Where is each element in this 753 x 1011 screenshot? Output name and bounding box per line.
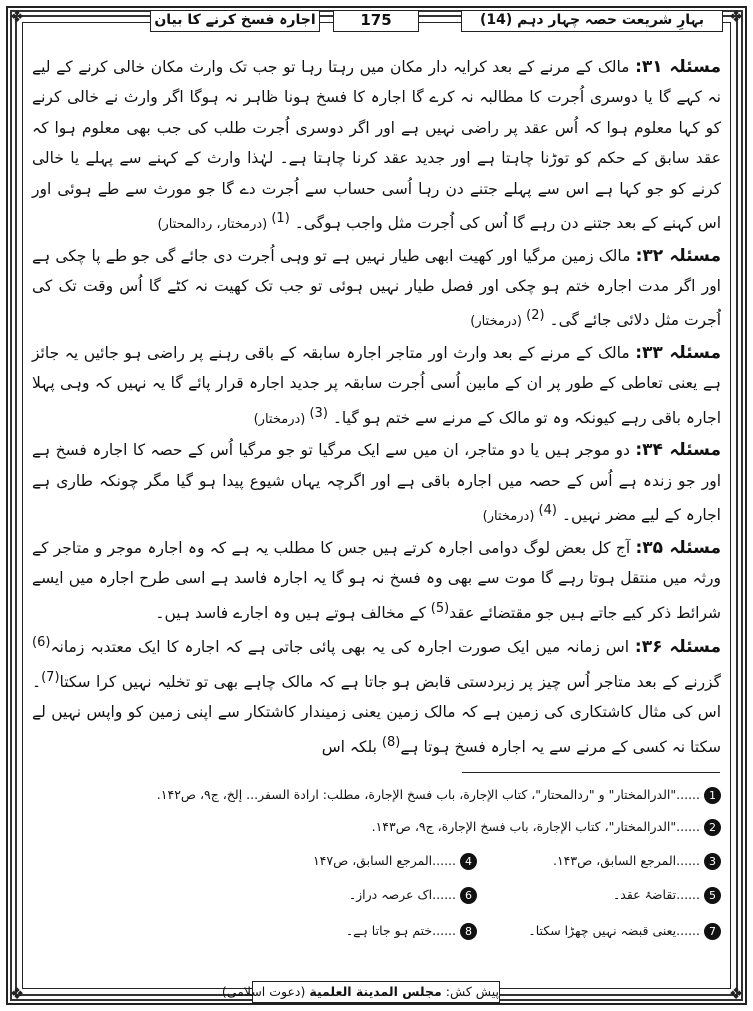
footnote-text: ......المرجع السابق، ص۱۴۳. xyxy=(552,853,700,868)
footnote-ref: (3) xyxy=(309,405,328,421)
book-title: بہارِ شریعت حصہ چہار دہم (14) xyxy=(461,10,723,32)
presented-by-label: پیش کش: xyxy=(445,984,499,999)
publisher-org: (دعوت اسلامی) xyxy=(221,984,306,999)
footnote-divider xyxy=(462,772,720,773)
footnote-number: 4 xyxy=(460,853,477,870)
masala-text-cont: گزرنے کے بعد متاجر اُس چیز پر زبردستی قابض ہو جاتا ہے کہ مالک چاہے بھی تو تخلیہ نہیں کرا سکتا xyxy=(59,672,721,691)
masala-31 xyxy=(32,52,721,241)
footnote-number: 6 xyxy=(460,887,477,904)
source-ref: (درمختار) xyxy=(253,411,310,427)
footnote-3 xyxy=(553,852,721,870)
footnote-5 xyxy=(613,886,721,904)
masala-36 xyxy=(32,628,721,762)
footnote-ref: (8) xyxy=(381,734,401,750)
masala-text: مالک کے مرنے کے بعد کرایہ دار مکان میں رہتا رہا تو جب تک وارث مکان خالی کرنے کے لیے نہ کہے گا یا دوسری اُجرت کا مطالبہ نہ کرے گا اجارہ کا فسخ ہونا ظاہر نہ ہوگا اگر وارث نے خالی کرنے کو کہا معلوم ہوا کہ اُس عقد پر راضی نہیں ہے اور اگر دوسری اُجرت طلب کی جب بھی معلوم ہوا کہ عقد سابق کے حکم کو توڑنا چاہتا ہے اور جدید عقد کرنا چاہتا ہے۔ لہٰذا وارث کے کہنے سے پہلے یا خالی کرنے کو جو کہا ہے اس سے پہلے جتنے دن رہا اُسی حساب سے اُجرت دے گا جو مورث سے طے ہوئی اور اس کہنے کے بعد جتنے دن رہے گا اُس کی اُجرت مثل واجب ہوگی۔ xyxy=(32,58,721,233)
masala-text: آج کل بعض لوگ دوامی اجارہ کرتے ہیں جس کا مطلب یہ ہے کہ وہ اجارہ موجر و متاجر کے ورثہ میں منتقل ہوتا رہے گا موت سے بھی وہ فسخ نہ ہو گا یہ اجارہ فاسد ہے اسی طرح اجارہ میں ایسے شرائط ذکر کیے جاتے ہیں جو مقتضائے عقد xyxy=(32,538,721,622)
page-header xyxy=(30,6,723,36)
masala-32 xyxy=(32,241,721,338)
publisher-name: مجلس المدینة العلمیة xyxy=(309,984,442,999)
footnote-number: 5 xyxy=(704,887,721,904)
footnote-text: ......ختم ہو جاتا ہے۔ xyxy=(345,923,456,938)
corner-ornament-icon: ❖ xyxy=(728,984,744,1003)
corner-ornament-icon: ❖ xyxy=(9,7,25,26)
footnote-ref: (4) xyxy=(538,503,557,519)
footnote-ref: (2) xyxy=(526,308,545,324)
footnote-text: ......تقاضۂ عقد۔ xyxy=(612,887,700,902)
footnote-7 xyxy=(528,922,721,940)
footnote-6 xyxy=(349,886,477,904)
footnote-number: 3 xyxy=(704,853,721,870)
masala-text: مالک زمین مرگیا اور کھیت ابھی طیار نہیں ہے تو وہی اُجرت دی جائے گی جو طے پا چکی ہے اور اگر مدت اجارہ ختم ہو چکی اور فصل طیار نہیں ہوئی تو جب تک کھیت نہ کٹے گا اُس وقت تک کی اُجرت مثل دلائی جائے گی۔ xyxy=(32,246,721,330)
source-ref: (درمختار) xyxy=(470,314,527,330)
corner-ornament-icon: ❖ xyxy=(9,984,25,1003)
footnote-ref: (7) xyxy=(41,669,60,685)
corner-ornament-icon: ❖ xyxy=(728,7,744,26)
masala-text-cont: کے مخالف ہوتے ہیں وہ اجارے فاسد ہیں۔ xyxy=(155,603,431,622)
masala-text: اس زمانہ میں ایک صورت اجارہ کی یہ بھی پائی جاتی ہے کہ اجارہ کا ایک معتدبہ زمانہ xyxy=(50,638,635,657)
footnote-number: 1 xyxy=(704,787,721,804)
masala-label: مسئلہ ۳۱: xyxy=(635,57,721,77)
footnote-text: ......"الدرالمختار"، کتاب الإجارة، باب فسخ الإجارة، ج۹، ص۱۴۳. xyxy=(371,819,700,834)
masala-label: مسئلہ ۳۵: xyxy=(635,537,721,558)
footnote-ref: (1) xyxy=(271,211,290,227)
source-ref: (درمختار) xyxy=(482,509,539,525)
masala-label: مسئلہ ۳۲: xyxy=(635,245,721,266)
footnote-text: ......"الدرالمختار" و "ردالمحتار"، کتاب الإجارة، باب فسخ الإجارة، مطلب: ارادة السفر... إلخ، ج۹، ص۱۴۲. xyxy=(156,787,700,802)
masala-34 xyxy=(32,435,721,532)
masala-text: دو موجر ہیں یا دو متاجر، ان میں سے ایک مرگیا تو جو مرگیا اُس کے حصہ کا اجارہ فسخ ہے اور جو زندہ ہے اُس کے حصہ میں اجارہ باقی ہے اور اگرچہ یہاں شیوع پیدا ہو گیا مگر چونکہ طاری ہے اجارہ کے لیے مضر نہیں۔ xyxy=(32,441,721,525)
footnote-number: 2 xyxy=(704,819,721,836)
masala-label: مسئلہ ۳۳: xyxy=(635,342,721,363)
masala-33 xyxy=(32,338,721,435)
footnote-ref: (6) xyxy=(32,635,51,651)
masala-text: مالک کے مرنے کے بعد وارث اور متاجر اجارہ سابقہ کے باقی رہنے پر راضی ہو جائیں یہ جائز ہے یعنی تعاطی کے طور پر ان کے مابین اُسی اُجرت سابقہ پر جدید اجارہ قرار پائے گا یہ نہیں کہ وہی پہلا اجارہ باقی رہے کیونکہ وہ تو مالک کے مرنے سے ختم ہو گیا۔ xyxy=(32,343,721,427)
chapter-title: اجارہ فسخ کرنے کا بیان xyxy=(150,10,320,32)
footnote-text: ......اک عرصہ دراز۔ xyxy=(348,887,456,902)
footnote-8 xyxy=(346,922,477,940)
masala-label: مسئلہ ۳۴: xyxy=(635,440,721,461)
footnote-text: ......یعنی قبضہ نہیں چھڑا سکتا۔ xyxy=(528,923,700,938)
footnote-number: 7 xyxy=(704,923,721,940)
footnote-4 xyxy=(313,852,477,870)
main-text xyxy=(32,52,721,762)
footnote-2 xyxy=(372,818,721,836)
page-number: 175 xyxy=(333,10,419,32)
masala-label: مسئلہ ۳۶: xyxy=(634,637,721,658)
page-footer xyxy=(221,981,500,1003)
footnote-text: ......المرجع السابق، ص۱۴۷ xyxy=(312,853,456,868)
footnote-number: 8 xyxy=(460,923,477,940)
footnote-1 xyxy=(157,786,721,804)
masala-35 xyxy=(32,533,721,628)
masala-text-cont: بلکہ اس xyxy=(321,737,382,756)
masala-text-cont: ۔ اس کی مثال کاشتکاری کی زمین ہے کہ مالک زمین یعنی زمیندار کاشتکار سے اپنی زمین کو واپس نہیں لے سکتا نہ کسی کے مرنے سے یہ اجارہ فسخ ہوتا ہے xyxy=(32,672,721,756)
footnote-ref: (5) xyxy=(430,600,450,616)
source-ref: (درمختار، ردالمحتار) xyxy=(157,217,272,233)
